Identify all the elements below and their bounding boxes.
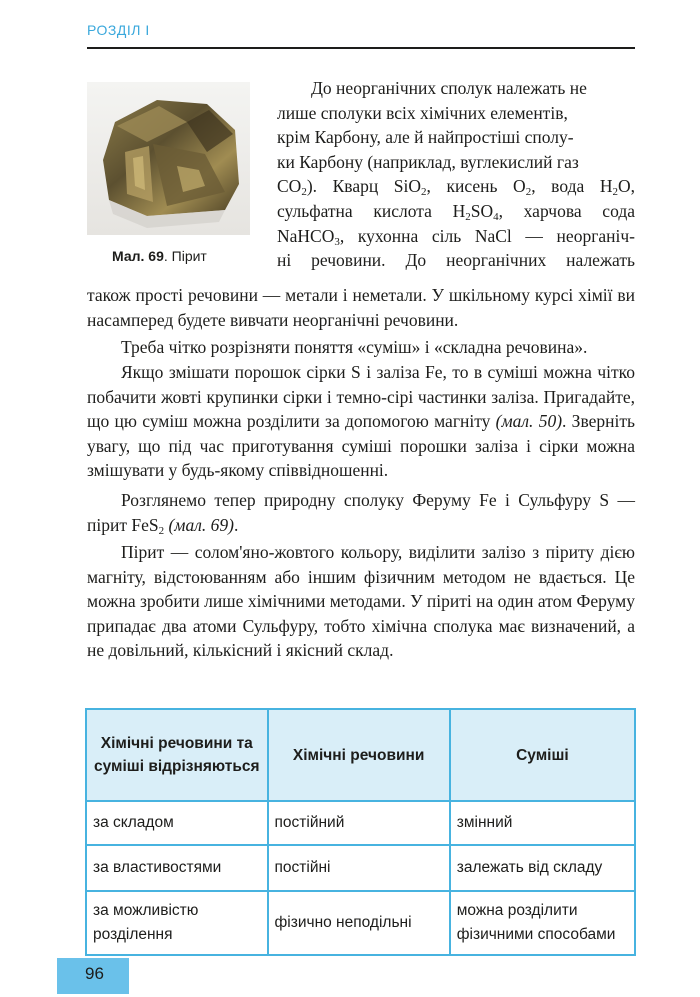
table-header: Хімічні речовини та суміші відрізняються [86, 709, 268, 801]
section-label: РОЗДІЛ І [87, 22, 150, 38]
line: лише сполуки всіх хімічних елементів, [277, 102, 568, 123]
paragraph-mixture-concept [87, 335, 635, 360]
table-cell: постійний [268, 801, 450, 845]
line: NaHCO$_3$, кухонна сіль NaCl — неорганіч- [277, 225, 635, 248]
page-number: 96 [85, 964, 104, 983]
line: ки Карбону (наприклад, вуглекислий газ [277, 151, 579, 172]
header-rule [87, 47, 635, 49]
paragraph-pyrite-properties [87, 540, 635, 663]
line: ні речовини. До неорганічних належать [277, 250, 635, 271]
table-row [86, 891, 635, 955]
table-cell: залежать від складу [450, 845, 635, 891]
table-header: Суміші [450, 709, 635, 801]
table-header-row [86, 709, 635, 801]
table-cell: постійні [268, 845, 450, 891]
paragraph-sulfur-iron [87, 360, 635, 483]
table-cell: за властивостями [86, 845, 268, 891]
table-cell: за можливістю розділення [86, 891, 268, 955]
paragraph-text: Якщо змішати порошок сірки S і заліза Fe, то в суміші можна чітко побачити жовті крупинки сірки і темно-сірі частинки заліза. Пригадайте, що цю суміш можна розділити за допомогою магніту (мал. 50). Зверніть увагу, що під час приготування суміші порошки заліза і сірки можна змішувати у будь-якому співвідношенні. [87, 362, 635, 481]
line: $CO_2$). Кварц SiO$_2$, кисень $O_2$, вода $H_2O$, [277, 176, 635, 199]
paragraph-inorganic-wrap [277, 76, 635, 273]
paragraph-text: Треба чітко розрізняти поняття «суміш» і «складна речовина». [121, 337, 588, 357]
paragraph-continued [87, 283, 635, 332]
table-row [86, 845, 635, 891]
table-cell: змінний [450, 801, 635, 845]
table-row [86, 801, 635, 845]
paragraph-text: Розглянемо тепер природну сполуку Феруму Fe і Сульфуру S — пірит FeS$_2$ (мал. 69). [87, 490, 635, 537]
table-cell: фізично неподільні [268, 891, 450, 955]
caption-label: Мал. 69 [112, 248, 164, 264]
figure-caption [112, 248, 207, 264]
line: сульфатна кислота $H_2SO_4$, харчова сода [277, 200, 635, 223]
paragraph-text: Пірит — солом'яно-жовтого кольору, виділити залізо з піриту дією магніту, відстоюванням або іншим фізичним методом не вдається. Це можна зробити лише хімічними методами. У піриті на один атом Феруму припадає два атоми Сульфуру, тобто хімічна сполука має визначений, а не довільний, кількісний і якісний склад. [87, 542, 635, 661]
page-header [87, 22, 635, 38]
comparison-table [85, 708, 636, 956]
table-cell: за складом [86, 801, 268, 845]
page-number-tab [57, 958, 129, 994]
pyrite-photo [87, 82, 250, 235]
table-cell: можна розділити фізичними способами [450, 891, 635, 955]
line: До неорганічних сполук належать не [311, 78, 587, 98]
table-header: Хімічні речовини [268, 709, 450, 801]
figure-ref: (мал. 50) [495, 411, 563, 432]
line: крім Карбону, але й найпростіші сполу- [277, 127, 574, 148]
caption-text: . Пірит [163, 248, 207, 264]
paragraph-text: також прості речовини — метали і неметали. У шкільному курсі хімії ви насамперед будете вивчати неорганічні речовини. [87, 285, 635, 330]
figure-ref: (мал. 69) [168, 514, 234, 535]
paragraph-pyrite [87, 488, 635, 537]
